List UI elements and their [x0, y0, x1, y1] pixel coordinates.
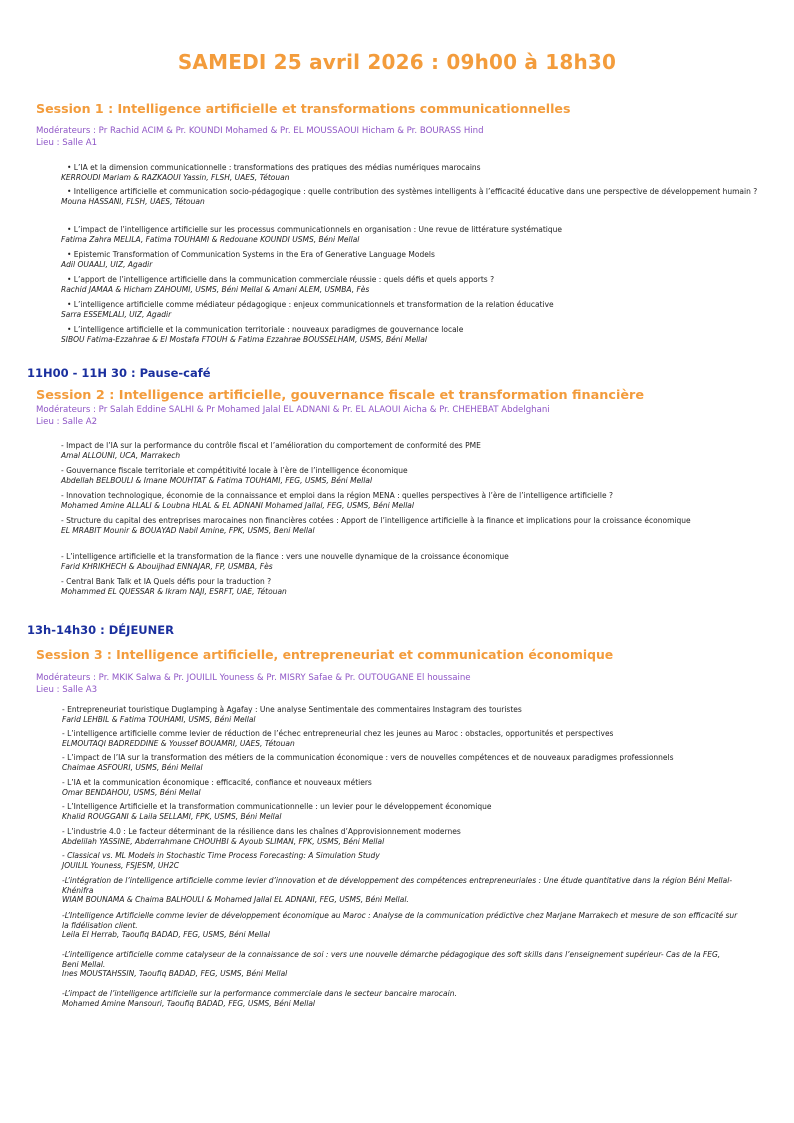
list-item: - Gouvernance fiscale territoriale et compétitivité locale à l’ère de l’intelligence économique Abdellah BELBOULI & Imane MOUHTAT & Fatima TOUHAMI, FEG, USMS, Béni Mellal	[61, 466, 408, 485]
list-item: - Entrepreneuriat touristique Duglamping à Agafay : Une analyse Sentimentale des commentaires Instagram des touristes Farid LEHBIL & Fatima TOUHAMI, USMS, Béni Mellal	[62, 705, 522, 724]
session-3-title: Session 3 : Intelligence artificielle, entrepreneuriat et communication économique	[36, 647, 614, 662]
session-3-moderators: Modérateurs : Pr. MKIK Salwa & Pr. JOUILIL Youness & Pr. MISRY Safae & Pr. OUTOUGANE El houssaine	[36, 673, 471, 683]
page-title: SAMEDI 25 avril 2026 : 09h00 à 18h30	[177, 50, 617, 74]
session-1-moderators: Modérateurs : Pr Rachid ACIM & Pr. KOUNDI Mohamed & Pr. EL MOUSSAOUI Hicham & Pr. BOURASS Hind	[36, 126, 484, 136]
list-item: - L’impact de l’IA sur la transformation des métiers de la communication économique : vers de nouvelles compétences et de nouveaux paradigmes professionnels Chaimae ASFOURI, USMS, Béni Mellal	[62, 753, 674, 772]
list-item: -L’impact de l’intelligence artificielle sur la performance commerciale dans le secteur bancaire marocain. Mohamed Amine Mansouri, Taoufiq BADAD, FEG, USMS, Béni Mellal	[62, 989, 457, 1008]
list-item: • L’impact de l’intelligence artificielle sur les processus communicationnels en organisation : Une revue de littérature systématique Fatima Zahra MELILA, Fatima TOUHAMI & Redouane KOUNDI USMS, Béni Mellal	[61, 225, 563, 244]
list-item: -L’intelligence artificielle comme catalyseur de la connaissance de soi : vers une nouvelle démarche pédagogique des soft skills dans l’enseignement supérieur- Cas de la FEG, Beni Mellal. Ines MOUSTAHSSIN, Taoufiq BADAD, FEG, USMS, Béni Mellal	[62, 950, 721, 979]
list-item: -L’intégration de l’intelligence artificielle comme levier d’innovation et de développement des compétences entrepreneuriales : Une étude quantitative dans la région Béni Mellal-Khénifra WIAM BOUNAMA & Chaima BALHOULI & Mohamed Jallal EL ADNANI, FEG, USMS, Béni Mellal.	[62, 876, 733, 905]
lunch-heading: 13h-14h30 : DÉJEUNER	[27, 623, 174, 637]
session-3-venue: Lieu : Salle A3	[36, 685, 98, 695]
list-item: - L’intelligence artificielle et la transformation de la fiance : vers une nouvelle dynamique de la croissance économique Farid KHRIKHECH & Abouijhad ENNAJAR, FP, USMBA, Fès	[61, 552, 509, 571]
session-2-title: Session 2 : Intelligence artificielle, gouvernance fiscale et transformation financière	[36, 388, 644, 403]
list-item: - L’IA et la communication économique : efficacité, confiance et nouveaux métiers Omar BENDAHOU, USMS, Béni Mellal	[62, 778, 372, 797]
list-item: - L’intelligence artificielle comme levier de réduction de l’échec entrepreneurial chez les jeunes au Maroc : obstacles, opportunités et perspectives ELMOUTAQI BADREDDINE & Youssef BOUAMRI, UAES, Tétouan	[62, 729, 614, 748]
list-item: • L’intelligence artificielle comme médiateur pédagogique : enjeux communicationnels et transformation de la relation éducative Sarra ESSEMLALI, UIZ, Agadir	[61, 300, 554, 319]
list-item: - Impact de l’IA sur la performance du contrôle fiscal et l’amélioration du comportement de conformité des PME Amal ALLOUNI, UCA, Marrakech	[61, 441, 481, 460]
list-item: -L’Intelligence Artificielle comme levier de développement économique au Maroc : Analyse de la communication prédictive chez Marjane Marrakech et mesure de son efficacité sur la fidélisation client. Leila El Herrab, Taoufiq BADAD, FEG, USMS, Béni Mellal	[62, 911, 738, 940]
list-item: • L’IA et la dimension communicationnelle : transformations des pratiques des médias numériques marocains KERROUDI Mariam & RAZKAOUI Yassin, FLSH, UAES, Tétouan	[61, 163, 481, 182]
list-item: - L’Intelligence Artificielle et la transformation communicationnelle : un levier pour le développement économique Khalid ROUGGANI & Laila SELLAMI, FPK, USMS, Béni Mellal	[62, 802, 492, 821]
session-2-venue: Lieu : Salle A2	[36, 417, 98, 427]
list-item: • L’intelligence artificielle et la communication territoriale : nouveaux paradigmes de gouvernance locale SIBOU Fatima-Ezzahrae & El Mostafa FTOUH & Fatima Ezzahrae BOUSSELHAM, USMS, Béni Mellal	[61, 325, 464, 344]
coffee-break-heading: 11H00 - 11H 30 : Pause-café	[27, 366, 211, 380]
session-2-moderators: Modérateurs : Pr Salah Eddine SALHI & Pr Mohamed Jalal EL ADNANI & Pr. EL ALAOUI Aicha & Pr. CHEHEBAT Abdelghani	[36, 405, 550, 415]
list-item: - Structure du capital des entreprises marocaines non financières cotées : Apport de l’intelligence artificielle à la finance et implications pour la croissance économique EL MRABIT Mounir & BOUAYAD Nabil Amine, FPK, USMS, Beni Mellal	[61, 516, 691, 535]
list-item: - Classical vs. ML Models in Stochastic Time Process Forecasting: A Simulation Study JOUILIL Youness, FSJESM, UH2C	[62, 851, 380, 870]
session-1-venue: Lieu : Salle A1	[36, 138, 98, 148]
list-item: - Innovation technologique, économie de la connaissance et emploi dans la région MENA : quelles perspectives à l’ère de l’intelligence artificielle ? Mohamed Amine ALLALI & Loubna HLAL & EL ADNANI Mohamed Jallal, FEG, USMS, Béni Mellal	[61, 491, 613, 510]
session-1-title: Session 1 : Intelligence artificielle et transformations communicationnelles	[36, 101, 571, 116]
list-item: • L’apport de l’intelligence artificielle dans la communication commerciale réussie : quels défis et quels apports ? Rachid JAMAA & Hicham ZAHOUMI, USMS, Béni Mellal & Amani ALEM, USMBA, Fès	[61, 275, 495, 294]
list-item: - L’industrie 4.0 : Le facteur déterminant de la résilience dans les chaînes d’Approvisionnement modernes Abdelilah YASSINE, Abderrahmane CHOUHBI & Ayoub SLIMAN, FPK, USMS, Béni Mellal	[62, 827, 461, 846]
list-item: - Central Bank Talk et IA Quels défis pour la traduction ? Mohammed EL QUESSAR & Ikram NAJI, ESRFT, UAE, Tétouan	[61, 577, 287, 596]
list-item: • Intelligence artificielle et communication socio-pédagogique : quelle contribution des systèmes intelligents à l’efficacité éducative dans une perspective de développement humain ? Mouna HASSANI, FLSH, UAES, Tétouan	[61, 187, 758, 206]
list-item: • Epistemic Transformation of Communication Systems in the Era of Generative Language Models Adil OUAALI, UIZ, Agadir	[61, 250, 435, 269]
